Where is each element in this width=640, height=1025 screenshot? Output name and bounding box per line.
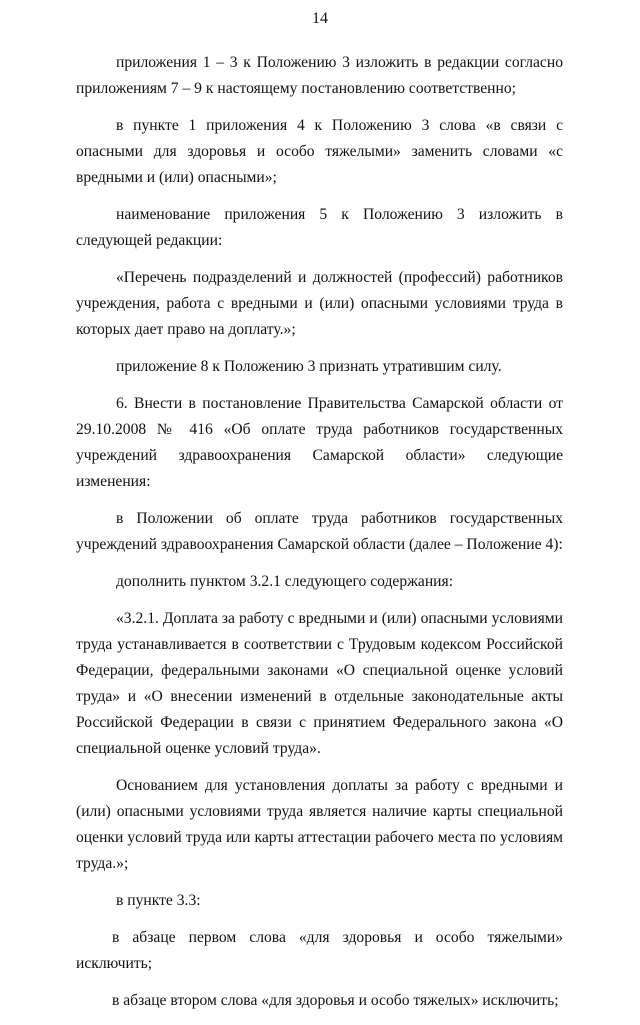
paragraph-3-2-1-text: «3.2.1. Доплата за работу с вредными и (или) опасными условиями труда устанавливается в соответствии с Трудовым кодексом Российской Федерации, федеральными законами «О специальной оценке условий труда» и «О внесении изменений в отдельные законодательные акты Российской Федерации в связи с принятием Федерального закона «О специальной оценке условий труда». — [76, 610, 563, 757]
document-body — [76, 50, 563, 1025]
paragraph-item-3-3: в пункте 3.3: — [116, 892, 201, 909]
paragraph-appendix-5-title: наименование приложения 5 к Положению 3 изложить в следующей редакции: — [76, 206, 563, 249]
paragraph-appendix-4: в пункте 1 приложения 4 к Положению 3 слова «в связи с опасными для здоровья и особо тяжелыми» заменить словами «с вредными и (или) опасными»; — [76, 117, 563, 186]
paragraph-item-6: 6. Внести в постановление Правительства Самарской области от 29.10.2008 № 416 «Об оплате труда работников государственных учреждений здравоохранения Самарской области» следующие изменения: — [76, 395, 563, 490]
paragraph-second-abzac: в абзаце втором слова «для здоровья и особо тяжелых» исключить; — [112, 992, 559, 1009]
paragraph-appendix-8: приложение 8 к Положению 3 признать утратившим силу. — [116, 358, 502, 375]
page-number: 14 — [312, 10, 328, 27]
paragraph-add-3-2-1: дополнить пунктом 3.2.1 следующего содержания: — [116, 573, 454, 590]
paragraph-regulation-4: в Положении об оплате труда работников государственных учреждений здравоохранения Самарской области (далее – Положение 4): — [76, 510, 563, 553]
paragraph-appendix-5-text: «Перечень подразделений и должностей (профессий) работников учреждения, работа с вредными и (или) опасными условиями труда в которых дает право на доплату.»; — [76, 269, 563, 338]
paragraph-basis: Основанием для установления доплаты за работу с вредными и (или) опасными условиями труда является наличие карты специальной оценки условий труда или карты аттестации рабочего места по условиям труда.»; — [76, 777, 563, 872]
paragraph-appendices-1-3: приложения 1 – 3 к Положению 3 изложить в редакции согласно приложениям 7 – 9 к настоящему постановлению соответственно; — [76, 54, 563, 97]
paragraph-first-abzac: в абзаце первом слова «для здоровья и особо тяжелыми» исключить; — [76, 929, 563, 972]
